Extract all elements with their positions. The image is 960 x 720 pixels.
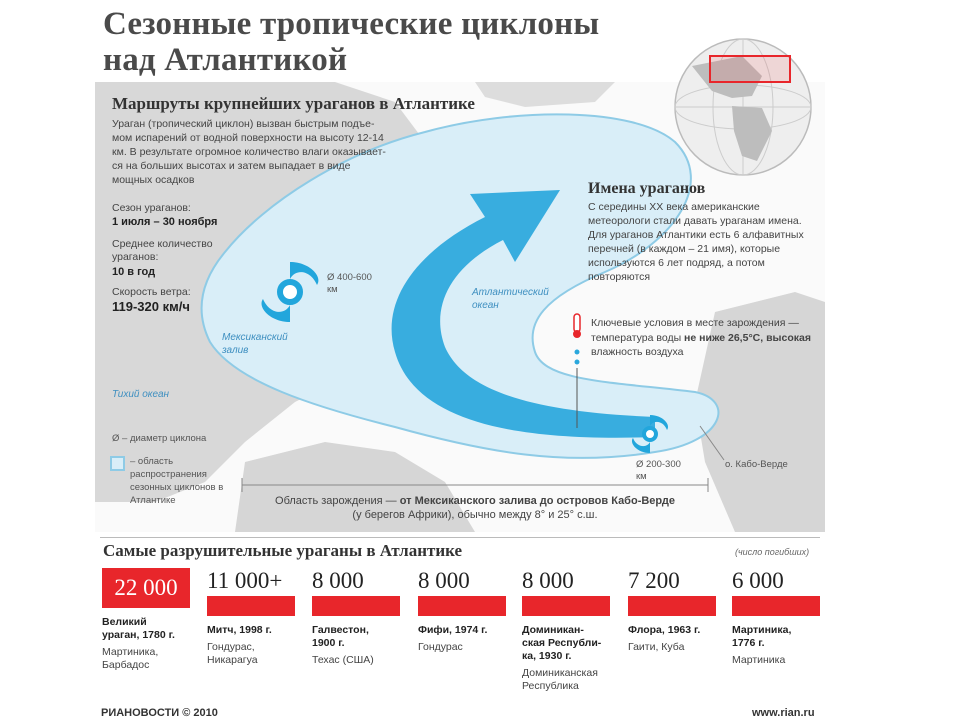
hurricane-deaths-bar [522, 596, 610, 616]
hurricane-deaths-value: 11 000+ [207, 568, 283, 593]
hurricane-name: Флора, 1963 г. [628, 624, 701, 636]
hurricane-place: Гаити, Куба [628, 641, 685, 653]
avg-label: Среднее количество ураганов: [112, 238, 213, 263]
legend-area: – область распространения сезонных циклонов в Атлантике [130, 456, 224, 506]
footer-url[interactable]: www.rian.ru [752, 707, 815, 719]
names-text: С середины XX века американские метеорологи стали давать ураганам имена. Для ураганов Атлантики есть 6 алфавитных перечней (в каждом – 21 имя), которые используются 6 лет подряд, а потом повторяются [588, 201, 804, 283]
hurricane-deaths-bar [732, 596, 820, 616]
hurricane-item [628, 568, 738, 654]
gulf-label: Мексиканский залив [222, 332, 288, 356]
destructive-title: Самые разрушительные ураганы в Атлантике [103, 541, 463, 560]
pacific-label: Тихий океан [112, 389, 170, 400]
hurricane-place: Техас (США) [312, 654, 374, 666]
hurricane-name: Мартиника, 1776 г. [732, 624, 792, 649]
hurricane-name: Доминикан-ская Республи-ка, 1930 г. [522, 624, 602, 662]
hurricane-item [522, 568, 632, 693]
hurricane-place: Мартиника, Барбадос [102, 646, 159, 671]
hurricane-deaths-bar [628, 596, 716, 616]
footer-logo: РИАНОВОСТИ © 2010 [101, 707, 218, 719]
origin-text: Область зарождения — от Мексиканского залива до островов Кабо-Верде (у берегов Африки), обычно между 8° и 25° с.ш. [275, 495, 675, 521]
routes-title: Маршруты крупнейших ураганов в Атлантике [112, 94, 475, 113]
season-value: 1 июля – 30 ноября [112, 216, 218, 228]
hurricane-item [418, 568, 528, 654]
atlantic-label: Атлантический океан [472, 287, 549, 311]
hurricane-item [312, 568, 422, 667]
globe-icon [672, 36, 814, 178]
diameter-icon: Ø [327, 272, 338, 283]
hurricane-place: Гондурас [418, 641, 463, 653]
hurricane-name: Великий ураган, 1780 г. [102, 616, 175, 641]
hurricane-place: Доминиканская Республика [522, 667, 598, 692]
cape-verde-pointer [698, 424, 728, 464]
cyclone-size-large: Ø 400-600 км [327, 272, 372, 295]
hurricane-item [207, 568, 317, 667]
hurricane-name: Галвестон, 1900 г. [312, 624, 369, 649]
hurricane-deaths-value: 8 000 [522, 568, 574, 593]
origin-range-line [240, 478, 710, 492]
season-label: Сезон ураганов: [112, 202, 191, 214]
page-title [103, 6, 663, 78]
hurricane-name: Митч, 1998 г. [207, 624, 272, 636]
hurricane-item [732, 568, 842, 667]
hurricane-deaths-value: 8 000 [312, 568, 364, 593]
legend-diameter: Ø – диаметр циклона [112, 433, 207, 444]
diameter-icon: Ø [636, 459, 647, 470]
hurricane-deaths-value: 6 000 [732, 568, 784, 593]
cyclone-size-small: Ø 200-300 км [636, 459, 681, 482]
legend-area-swatch [110, 456, 125, 471]
hurricane-deaths-value: 22 000 [102, 568, 190, 608]
hurricane-deaths-bar [418, 596, 506, 616]
conditions-text: Ключевые условия в месте зарождения — температура воды не ниже 26,5°С, высокая влажность воздуха [591, 317, 811, 358]
hurricane-deaths-bar [207, 596, 295, 616]
cape-verde-label: о. Кабо-Верде [725, 459, 788, 470]
hurricane-place: Гондурас, Никарагуа [207, 641, 258, 666]
hurricane-place: Мартиника [732, 654, 786, 666]
thermometer-icon [570, 312, 584, 432]
avg-value: 10 в год [112, 266, 156, 278]
wind-value: 119-320 км/ч [112, 299, 190, 314]
cyclone-icon-large [255, 257, 325, 327]
hurricane-deaths-value: 8 000 [418, 568, 470, 593]
hurricane-deaths-bar [312, 596, 400, 616]
cyclone-icon-small [628, 412, 672, 456]
diameter-icon: Ø [112, 433, 123, 444]
routes-description: Ураган (тропический циклон) вызван быстрым подъе-мом испарений от водной поверхности на высоту 12-14 км. В результате огромное количество влаги оказывает-ся на больших высотах и затем выпадает в виде мощных осадков [112, 118, 386, 186]
section-divider [100, 537, 820, 538]
hurricane-deaths-value: 7 200 [628, 568, 680, 593]
destructive-note: (число погибших) [735, 547, 810, 557]
hurricane-name: Фифи, 1974 г. [418, 624, 488, 636]
wind-label: Скорость ветра: [112, 286, 191, 298]
title-line-2: над Атлантикой [103, 42, 348, 78]
hurricane-item [102, 568, 212, 672]
names-title: Имена ураганов [588, 180, 706, 197]
title-line-1: Сезонные тропические циклоны [103, 6, 600, 42]
